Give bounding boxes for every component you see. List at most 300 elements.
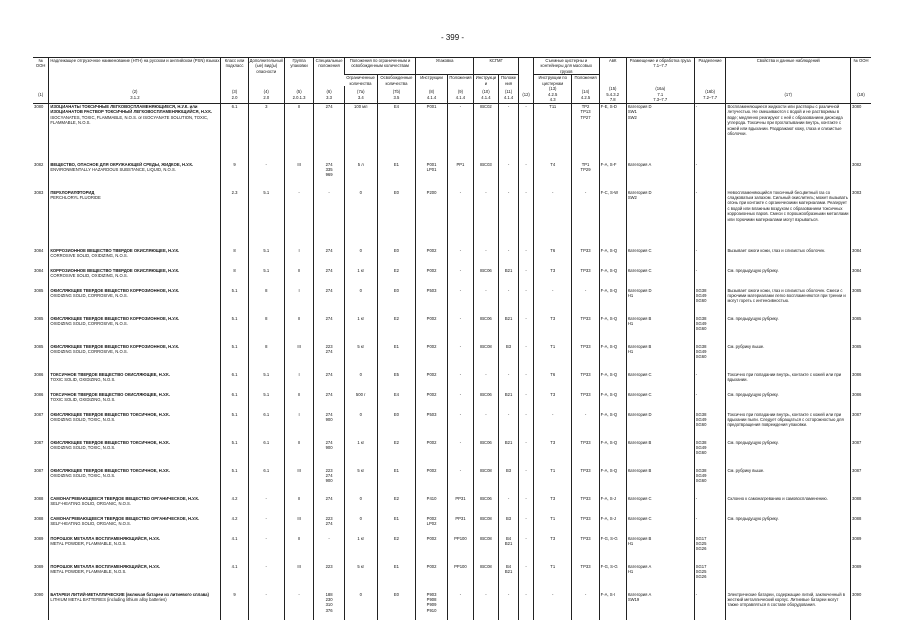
- cell-ems: F-A, S-F: [599, 162, 626, 190]
- shipping-name: [49, 344, 221, 372]
- cell-pi: P002: [416, 564, 448, 592]
- column-number-7: (7a) 3.4: [344, 86, 377, 104]
- cell-ibci: -: [473, 248, 498, 268]
- cell-sto: Категория C: [626, 516, 694, 536]
- cell-eq: E0: [377, 248, 416, 268]
- un-number: 3085: [34, 315, 44, 321]
- cell-tp: TP33: [572, 392, 599, 412]
- cell-ibci: IBC08: [473, 516, 498, 536]
- cell-tp: TP33: [572, 248, 599, 268]
- column-number-20: (18): [851, 86, 872, 104]
- cell-pp: -: [447, 248, 473, 268]
- table-row: [33, 268, 871, 288]
- cell-pi: P002: [416, 248, 448, 268]
- shipping-name: [49, 392, 221, 412]
- table-row: [33, 316, 871, 344]
- cell-eq: E2: [377, 496, 416, 516]
- cell-sto: Категория A: [626, 162, 694, 190]
- cell-ems: F-A, S-Q: [599, 268, 626, 288]
- cell-ems: F-A, S-J: [599, 496, 626, 516]
- cell-ibcp: -: [498, 496, 518, 516]
- cell-lq: 0: [344, 412, 377, 440]
- cell-sto: Категория D: [626, 412, 694, 440]
- cell-sto: Категория B H1: [626, 536, 694, 564]
- cell-sp: 274: [314, 268, 345, 288]
- cell-tp: -: [572, 412, 599, 440]
- cell-c12: -: [519, 516, 534, 536]
- shipping-name: [49, 592, 221, 620]
- shipping-name: [49, 162, 221, 190]
- column-number-9: (8) 4.1.4: [416, 86, 448, 104]
- cell-pi: P503: [416, 288, 448, 316]
- cell-pp: -: [447, 190, 473, 248]
- cell-pi: P503: [416, 412, 448, 440]
- column-number-16: (15) 5.4.3.2 7.8: [599, 86, 626, 104]
- header-un-no-right: № ООН: [851, 58, 872, 87]
- cell-pp: -: [447, 316, 473, 344]
- cell-sto: Категория D H1: [626, 288, 694, 316]
- cell-pg: III: [284, 344, 313, 372]
- cell-pi: P002: [416, 268, 448, 288]
- cell-lq: 5 кг: [344, 564, 377, 592]
- cell-sto: Категория C: [626, 496, 694, 516]
- cell-lq: 0: [344, 496, 377, 516]
- cell-ems: F-A, S-Q: [599, 372, 626, 392]
- cell-c12: -: [519, 288, 534, 316]
- cell-ti: -: [533, 592, 572, 620]
- cell-sto: Категория C: [626, 392, 694, 412]
- table-row: [33, 392, 871, 412]
- cell-ems: F-A, S-Q: [599, 344, 626, 372]
- table-row: [33, 190, 871, 248]
- un-number: 3086: [34, 371, 44, 377]
- cell-cls: 8: [221, 268, 248, 288]
- cell-ems: F-A, S-J: [599, 516, 626, 536]
- shipping-name-en: OXIDIZING SOLID, CORROSIVE, N.O.S.: [50, 292, 128, 298]
- cell-cls: 4.2: [221, 496, 248, 516]
- cell-pg: III: [284, 564, 313, 592]
- shipping-name-en: CORROSIVE SOLID, OXIDIZING, N.O.S.: [50, 252, 128, 258]
- cell-ibci: IBC06: [473, 316, 498, 344]
- cell-eq: E2: [377, 536, 416, 564]
- shipping-name-ru: ВЕЩЕСТВО, ОПАСНОЕ ДЛЯ ОКРУЖАЮЩЕЙ СРЕДЫ, ЖИДКОЕ, Н.У.К.: [50, 161, 194, 167]
- cell-ibci: -: [473, 372, 498, 392]
- cell-sub: 8: [248, 344, 284, 372]
- cell-pg: II: [284, 268, 313, 288]
- shipping-name: [49, 248, 221, 268]
- cell-cls: 4.1: [221, 564, 248, 592]
- shipping-name-ru: ПОРОШОК МЕТАЛЛА ВОСПЛАМЕНЯЮЩИЙСЯ, Н.У.К.: [50, 535, 161, 541]
- cell-c12: -: [519, 104, 534, 162]
- table-row: [33, 592, 871, 620]
- cell-pg: III: [284, 468, 313, 496]
- shipping-name-en: LITHIUM METAL BATTERIES (including lithium alloy batteries): [50, 596, 167, 602]
- cell-lq: 1 кг: [344, 316, 377, 344]
- cell-ti: T4: [533, 162, 572, 190]
- shipping-name-en: METAL POWDER, FLAMMABLE, N.O.S.: [50, 568, 127, 574]
- un-number: 3088: [34, 515, 44, 521]
- cell-c12: -: [519, 564, 534, 592]
- cell-ibcp: B4 B21: [498, 564, 518, 592]
- table-row: [33, 496, 871, 516]
- cell-prop: Вызывает ожоги кожи, глаз и слизистых оболочек. Смеси с горючими материалами легко воспламеняются при трении и могут гореть с интенсивностью.: [726, 288, 851, 316]
- column-number-6: (6) 3.3: [314, 86, 345, 104]
- cell-ibcp: -: [498, 592, 518, 620]
- cell-lq: 0: [344, 190, 377, 248]
- cell-lq: 0: [344, 592, 377, 620]
- cell-pp: PP100: [447, 536, 473, 564]
- column-number-18: (16b) 7.2–7.7: [694, 86, 726, 104]
- cell-prop: [726, 162, 851, 190]
- shipping-name: [49, 516, 221, 536]
- cell-pg: III: [284, 162, 313, 190]
- shipping-name-en: CORROSIVE SOLID, OXIDIZING, N.O.S.: [50, 272, 128, 278]
- cell-ems: F-G, S-G: [599, 564, 626, 592]
- column-number-12: (11) 4.1.4: [498, 86, 518, 104]
- cell-seg: SG17 SG25 SG26: [694, 536, 726, 564]
- column-number-2: (2) 3.1.2: [49, 86, 221, 104]
- cell-seg: -: [694, 190, 726, 248]
- un-number-right: 3080: [851, 104, 872, 162]
- cell-pi: P002: [416, 468, 448, 496]
- column-number-15: (14) 4.2.5: [572, 86, 599, 104]
- cell-seg: -: [694, 104, 726, 162]
- cell-prop: Вызывает ожоги кожи, глаз и слизистых оболочек.: [726, 248, 851, 268]
- cell-c12: -: [519, 248, 534, 268]
- cell-ti: T6: [533, 372, 572, 392]
- cell-eq: E5: [377, 372, 416, 392]
- un-number: 3089: [34, 535, 44, 541]
- page-number: - 399 -: [440, 33, 465, 42]
- cell-sub: 6.1: [248, 440, 284, 468]
- shipping-name: [49, 104, 221, 162]
- table-row: [33, 468, 871, 496]
- cell-sp: 274: [314, 104, 345, 162]
- cell-sp: 188 230 310 376: [314, 592, 345, 620]
- cell-seg: SG38 SG49 SG60: [694, 316, 726, 344]
- shipping-name-en: METAL POWDER, FLAMMABLE, N.O.S.: [50, 540, 127, 546]
- un-number-right: 3090: [851, 592, 872, 620]
- cell-tp: TP33: [572, 344, 599, 372]
- cell-ibci: IBC06: [473, 440, 498, 468]
- header-pp: Положения: [447, 75, 473, 86]
- cell-prop: См. предыдущую рубрику.: [726, 516, 851, 536]
- cell-sto: Категория C: [626, 268, 694, 288]
- cell-sto: Категория B: [626, 468, 694, 496]
- cell-sp: 274: [314, 288, 345, 316]
- un-number: 3090: [34, 591, 44, 597]
- un-number: 3089: [34, 563, 44, 569]
- cell-sto: Категория B: [626, 440, 694, 468]
- cell-cls: 5.1: [221, 440, 248, 468]
- un-number: 3087: [34, 439, 44, 445]
- cell-eq: E4: [377, 104, 416, 162]
- shipping-name-ru: ТОКСИЧНОЕ ТВЕРДОЕ ВЕЩЕСТВО ОКИСЛЯЮЩЕЕ, Н.У.К.: [50, 371, 170, 377]
- cell-ems: F-A, S-Q: [599, 248, 626, 268]
- table-row: [33, 104, 871, 162]
- cell-tp: TP33: [572, 536, 599, 564]
- cell-ti: T3: [533, 496, 572, 516]
- un-number-right: 3083: [851, 190, 872, 248]
- cell-eq: E0: [377, 412, 416, 440]
- cell-tp: -: [572, 190, 599, 248]
- cell-ems: F-A, S-Q: [599, 468, 626, 496]
- un-number: 3083: [34, 189, 44, 195]
- cell-seg: SG38 SG49 SG60: [694, 344, 726, 372]
- un-number-right: 3088: [851, 496, 872, 516]
- cell-sub: -: [248, 496, 284, 516]
- cell-ibcp: B21: [498, 268, 518, 288]
- cell-pp: -: [447, 268, 473, 288]
- cell-ems: F-A, S-I: [599, 592, 626, 620]
- shipping-name-en: OXIDIZING SOLID, TOXIC, N.O.S.: [50, 472, 116, 478]
- cell-c12: -: [519, 344, 534, 372]
- cell-sub: 5.1: [248, 190, 284, 248]
- cell-prop: [726, 536, 851, 564]
- cell-seg: SG38 SG49 SG60: [694, 288, 726, 316]
- shipping-name-en: SELF-HEATING SOLID, ORGANIC, N.O.S.: [50, 520, 132, 526]
- cell-ti: -: [533, 412, 572, 440]
- cell-seg: -: [694, 248, 726, 268]
- cell-ibcp: B21: [498, 316, 518, 344]
- cell-pg: I: [284, 288, 313, 316]
- cell-ibcp: -: [498, 104, 518, 162]
- cell-cls: 4.2: [221, 516, 248, 536]
- cell-cls: 8: [221, 248, 248, 268]
- cell-ibci: IBC08: [473, 468, 498, 496]
- cell-ibci: IBC02: [473, 104, 498, 162]
- cell-tp: TP33: [572, 564, 599, 592]
- shipping-name: [49, 440, 221, 468]
- cell-ems: F-E, S-D: [599, 104, 626, 162]
- un-number: 3084: [34, 247, 44, 253]
- un-number-right: 3087: [851, 440, 872, 468]
- cell-pp: -: [447, 392, 473, 412]
- shipping-name: [49, 412, 221, 440]
- cell-c12: -: [519, 268, 534, 288]
- cell-sp: 274: [314, 316, 345, 344]
- cell-pi: P410: [416, 496, 448, 516]
- column-number-1: (1): [33, 86, 49, 104]
- cell-pp: PP31: [447, 516, 473, 536]
- shipping-name: [49, 372, 221, 392]
- cell-c12: -: [519, 440, 534, 468]
- table-row: [33, 248, 871, 268]
- cell-sp: 274: [314, 372, 345, 392]
- cell-tp: TP33: [572, 468, 599, 496]
- header-subsidiary: Дополнительный(ые) вид(ы) опасности: [248, 58, 284, 87]
- shipping-name-en: TOXIC SOLID, OXIDIZING, N.O.S.: [50, 396, 116, 402]
- shipping-name-ru: ОКИСЛЯЮЩЕЕ ТВЕРДОЕ ВЕЩЕСТВО КОРРОЗИОННОЕ, Н.У.К.: [50, 315, 180, 321]
- shipping-name-ru: САМОНАГРЕВАЮЩЕЕСЯ ТВЕРДОЕ ВЕЩЕСТВО ОРГАНИЧЕСКОЕ, Н.У.К.: [50, 515, 200, 521]
- un-number: 3088: [34, 495, 44, 501]
- header-stowage: Размещение и обработка груза 7.1–7.7: [626, 58, 694, 87]
- cell-ems: F-A, S-Q: [599, 440, 626, 468]
- cell-eq: E2: [377, 316, 416, 344]
- header-tanks: Съемные цистерны и контейнеры для массовых грузов: [533, 58, 599, 75]
- cell-sto: Категория D SW2: [626, 190, 694, 248]
- cell-c12: -: [519, 316, 534, 344]
- un-number: 3085: [34, 343, 44, 349]
- cell-cls: 2.3: [221, 190, 248, 248]
- cell-ti: T3: [533, 440, 572, 468]
- cell-sto: Категория C: [626, 248, 694, 268]
- cell-prop: Токсично при попадании внутрь, контакте с кожей или при вдыхании пыли. Следует обращаться с осторожностью для предотвращения повреждения упаковки.: [726, 412, 851, 440]
- un-number-right: 3086: [851, 372, 872, 392]
- un-number-right: 3082: [851, 162, 872, 190]
- un-number: 3084: [34, 267, 44, 273]
- cell-ems: F-G, S-G: [599, 536, 626, 564]
- cell-c12: -: [519, 372, 534, 392]
- cell-pg: II: [284, 440, 313, 468]
- cell-ibcp: B21: [498, 440, 518, 468]
- header-class: Класс или подкласс: [221, 58, 248, 87]
- cell-pi: P903 P908 P909 P910: [416, 592, 448, 620]
- cell-pi: P002: [416, 372, 448, 392]
- shipping-name-ru: ИЗОЦИАНАТЫ ТОКСИЧНЫЕ ЛЕГКОВОСПЛАМЕНЯЮЩИЕСЯ, Н.У.К. или ИЗОЦИАНАТОВ РАСТВОР ТОКСИЧНЫЙ ЛЕГКОВОСПЛАМЕНЯЮЩИЙСЯ, Н.У.К.: [50, 104, 212, 115]
- cell-c12: -: [519, 162, 534, 190]
- un-number-right: 3085: [851, 344, 872, 372]
- cell-pg: II: [284, 104, 313, 162]
- cell-prop: См. предыдущую рубрику.: [726, 440, 851, 468]
- header-limited-group: Положения по ограниченным и освобожденным количествам: [344, 58, 415, 75]
- cell-sub: -: [248, 162, 284, 190]
- header-segregation: Разделение: [694, 58, 726, 87]
- un-number-right: 3084: [851, 248, 872, 268]
- cell-pg: II: [284, 536, 313, 564]
- cell-lq: 1 кг: [344, 268, 377, 288]
- cell-sto: Категория B H1: [626, 316, 694, 344]
- table-row: [33, 516, 871, 536]
- cell-prop: Токсично при попадании внутрь, контакте с кожей или при вдыхании.: [726, 372, 851, 392]
- column-number-17: (16a) 7.1 7.3–7.7: [626, 86, 694, 104]
- cell-seg: -: [694, 516, 726, 536]
- cell-sp: -: [314, 536, 345, 564]
- table-row: [33, 536, 871, 564]
- cell-ibci: IBC08: [473, 564, 498, 592]
- cell-pg: I: [284, 372, 313, 392]
- header-properties: Свойства и данные наблюдений: [726, 58, 851, 87]
- cell-ibci: -: [473, 190, 498, 248]
- cell-seg: -: [694, 496, 726, 516]
- cell-pi: P002: [416, 344, 448, 372]
- cell-sub: -: [248, 516, 284, 536]
- cell-c12: -: [519, 190, 534, 248]
- cell-ti: T3: [533, 536, 572, 564]
- cell-sp: 223: [314, 564, 345, 592]
- shipping-name-en: SELF-HEATING SOLID, ORGANIC, N.O.S.: [50, 500, 132, 506]
- cell-eq: E1: [377, 162, 416, 190]
- cell-cls: 5.1: [221, 288, 248, 316]
- un-number-right: 3085: [851, 288, 872, 316]
- table-row: [33, 440, 871, 468]
- cell-eq: E0: [377, 190, 416, 248]
- header-limited: Ограниченные количества: [346, 75, 375, 86]
- cell-ems: F-A, S-Q: [599, 392, 626, 412]
- cell-cls: 6.1: [221, 372, 248, 392]
- cell-ibcp: B21: [498, 392, 518, 412]
- cell-ibcp: B3: [498, 516, 518, 536]
- cell-pi: P001: [416, 104, 448, 162]
- cell-ti: T3: [533, 392, 572, 412]
- cell-ibcp: -: [498, 190, 518, 248]
- un-number-right: 3086: [851, 392, 872, 412]
- header-special-provisions: Специальные положения: [314, 58, 345, 87]
- cell-pi: P002: [416, 440, 448, 468]
- un-number-right: 3089: [851, 564, 872, 592]
- cell-ti: T11: [533, 104, 572, 162]
- cell-seg: -: [694, 592, 726, 620]
- shipping-name-en: OXIDIZING SOLID, TOXIC, N.O.S.: [50, 416, 116, 422]
- cell-sub: -: [248, 536, 284, 564]
- cell-sp: 274 900: [314, 440, 345, 468]
- cell-cls: 4.1: [221, 536, 248, 564]
- dangerous-goods-table: [33, 57, 871, 620]
- cell-pg: III: [284, 516, 313, 536]
- cell-ems: F-A, S-Q: [599, 288, 626, 316]
- cell-sub: 6.1: [248, 468, 284, 496]
- cell-prop: Воспламеняющиеся жидкости или растворы с различной летучестью. Не смешиваются с водой и не растворимы в воде; медленно реагируют с ней с образованием диоксида углерода. Токсичны при проглатывании внутрь, контакте с кожей или вдыхании. Раздражают кожу, глаза и слизистые оболочки.: [726, 104, 851, 162]
- cell-pp: PP31: [447, 496, 473, 516]
- cell-ibci: -: [473, 412, 498, 440]
- column-numbers-row: [33, 86, 871, 104]
- shipping-name: [49, 316, 221, 344]
- table-row: [33, 564, 871, 592]
- shipping-name: [49, 564, 221, 592]
- cell-prop: См. рубрику выше.: [726, 468, 851, 496]
- table-body: [33, 104, 871, 620]
- cell-seg: -: [694, 372, 726, 392]
- cell-ibci: IBC06: [473, 392, 498, 412]
- cell-pp: PP1: [447, 162, 473, 190]
- cell-lq: 5 кг: [344, 468, 377, 496]
- shipping-name: [49, 536, 221, 564]
- shipping-name-en: TOXIC SOLID, OXIDIZING, N.O.S.: [50, 376, 116, 382]
- cell-pp: -: [447, 288, 473, 316]
- cell-sp: 274: [314, 392, 345, 412]
- shipping-name-ru: КОРРОЗИОННОЕ ВЕЩЕСТВО ТВЕРДОЕ ОКИСЛЯЮЩЕЕ, Н.У.К.: [50, 247, 180, 253]
- header-name: Надлежащее отгрузочное наименование (НТН) на русском и английском (PSN) языках: [49, 58, 221, 87]
- cell-prop: Электрические батареи, содержащие литий, заключенный в жесткий металлический корпус. Литиевые батареи могут также отправляться в составе оборудования.: [726, 592, 851, 620]
- un-number: 3082: [34, 161, 44, 167]
- cell-lq: 1 кг: [344, 536, 377, 564]
- cell-ti: T1: [533, 516, 572, 536]
- table-row: [33, 412, 871, 440]
- un-number-right: 3087: [851, 412, 872, 440]
- shipping-name-ru: БАТАРЕИ ЛИТИЙ-МЕТАЛЛИЧЕСКИЕ (включая батареи из литиевого сплава): [50, 591, 209, 597]
- cell-tp: TP33: [572, 268, 599, 288]
- column-number-10: (9) 4.1.4: [447, 86, 473, 104]
- shipping-name: [49, 268, 221, 288]
- column-number-19: (17): [726, 86, 851, 104]
- cell-pg: II: [284, 392, 313, 412]
- cell-seg: SG17 SG25 SG26: [694, 564, 726, 592]
- cell-pi: P002: [416, 316, 448, 344]
- cell-cls: 5.1: [221, 468, 248, 496]
- cell-lq: 0: [344, 516, 377, 536]
- cell-eq: E1: [377, 516, 416, 536]
- shipping-name-ru: ОКИСЛЯЮЩЕЕ ТВЕРДОЕ ВЕЩЕСТВО КОРРОЗИОННОЕ, Н.У.К.: [50, 343, 180, 349]
- shipping-name-ru: САМОНАГРЕВАЮЩЕЕСЯ ТВЕРДОЕ ВЕЩЕСТВО ОРГАНИЧЕСКОЕ, Н.У.К.: [50, 495, 200, 501]
- cell-tp: -: [572, 288, 599, 316]
- cell-eq: E1: [377, 344, 416, 372]
- shipping-name: [49, 496, 221, 516]
- cell-eq: E1: [377, 468, 416, 496]
- cell-ti: T1: [533, 344, 572, 372]
- cell-pg: II: [284, 496, 313, 516]
- header-packing-group: Группа упаковки: [284, 58, 313, 87]
- cell-ibcp: -: [498, 248, 518, 268]
